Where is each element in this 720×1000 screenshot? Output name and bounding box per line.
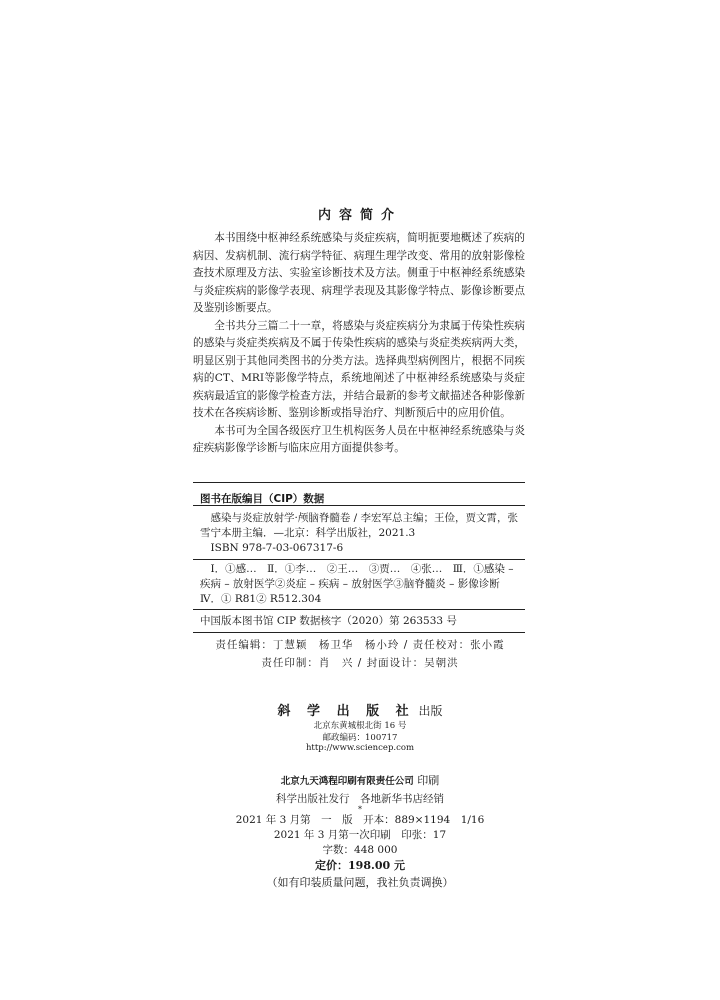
publisher-postcode: 邮政编码：100717 (322, 733, 398, 743)
divider-cip-title (193, 505, 525, 506)
edition-line: 2021 年 3 月第 一 版 开本：889×1194 1/16 (235, 814, 485, 826)
divider-bottom (193, 632, 525, 633)
printer-suffix: 印刷 (417, 774, 440, 787)
cip-record (200, 511, 524, 556)
credits-editors: 责任编辑：丁慧颖 杨卫华 杨小玲 / 责任校对：张小霞 (215, 639, 505, 651)
distribution-line: 科学出版社发行 各地新华书店经销 (276, 793, 444, 805)
divider-top (193, 482, 525, 483)
credits-production: 责任印制：肖 兴 / 封面设计：吴朝洪 (261, 657, 459, 669)
summary-body (193, 230, 525, 458)
publisher-address: 北京东黄城根北街 16 号 (313, 721, 407, 731)
divider-cip-isbn (193, 559, 525, 560)
printing-line: 2021 年 3 月第一次印刷 印张：17 (273, 829, 447, 841)
printer-name: 北京九天鸿程印刷有限责任公司 (280, 776, 414, 787)
separator-mark: * (358, 805, 362, 814)
printer-line (0, 772, 720, 788)
summary-heading: 内容简介 (317, 208, 402, 223)
divider-cip-class (193, 609, 525, 610)
cip-number: 中国版本图书馆 CIP 数据核字（2020）第 263533 号 (200, 615, 457, 627)
quality-note: （如有印装质量问题，我社负责调换） (266, 876, 454, 889)
word-count-text: 字数：448 000 (322, 844, 398, 856)
publisher-suffix: 出版 (418, 704, 443, 718)
cip-title: 图书在版编目（CIP）数据 (200, 493, 325, 505)
cip-entry: 感染与炎症放射学·颅脑脊髓卷 / 李宏军总主编；王俭，贾文霄，张雪宁本册主编．—北京：科学出版社，2021.3 (200, 512, 519, 539)
cip-classification: Ⅰ．①感… Ⅱ．①李… ②王… ③贾… ④张… Ⅲ．①感染 – 疾病 – 放射医学②炎症 – 疾病 – 放射医学③脑脊髓炎 – 影像诊断 Ⅳ．① R81② R512.304 (200, 563, 514, 605)
summary-paragraph-3: 本书可为全国各级医疗卫生机构医务人员在中枢神经系统感染与炎症疾病影像学诊断与临床应用方面提供参考。 (193, 424, 525, 454)
summary-paragraph-2: 全书共分三篇二十一章，将感染与炎症疾病分为隶属于传染性疾病的感染与炎症类疾病及不属于传染性疾病的感染与炎症类疾病两大类，明显区别于其他同类图书的分类方法。选择典型病例图片，根据不同疾病的CT、MRI等影像学特点，系统地阐述了中枢神经系统感染与炎症疾病最适宜的影像学检查方法，并结合最新的参考文献描述各种影像新技术在各疾病诊断、鉴别诊断或指导治疗、判断预后中的应用价值。 (193, 319, 525, 419)
publisher-url: http://www.sciencep.com (305, 743, 415, 753)
cip-number-block (200, 614, 524, 629)
word-count (0, 842, 720, 857)
publisher-line (0, 700, 720, 719)
publisher-name: 斜 学 出 版 社 (277, 704, 415, 719)
price: 定价：198.00 元 (315, 859, 405, 872)
summary-paragraph-1: 本书围绕中枢神经系统感染与炎症疾病，简明扼要地概述了疾病的病因、发病机制、流行病学特征、病理生理学改变、常用的放射影像检查技术原理及方法、实验室诊断技术及方法。侧重于中枢神经系统感染与炎症疾病的影像学表现、病理学表现及其影像学特点、影像诊断要点及鉴别诊断要点。 (193, 232, 525, 314)
cip-classification-block (200, 562, 524, 607)
cip-isbn: ISBN 978-7-03-067317-6 (210, 542, 344, 554)
